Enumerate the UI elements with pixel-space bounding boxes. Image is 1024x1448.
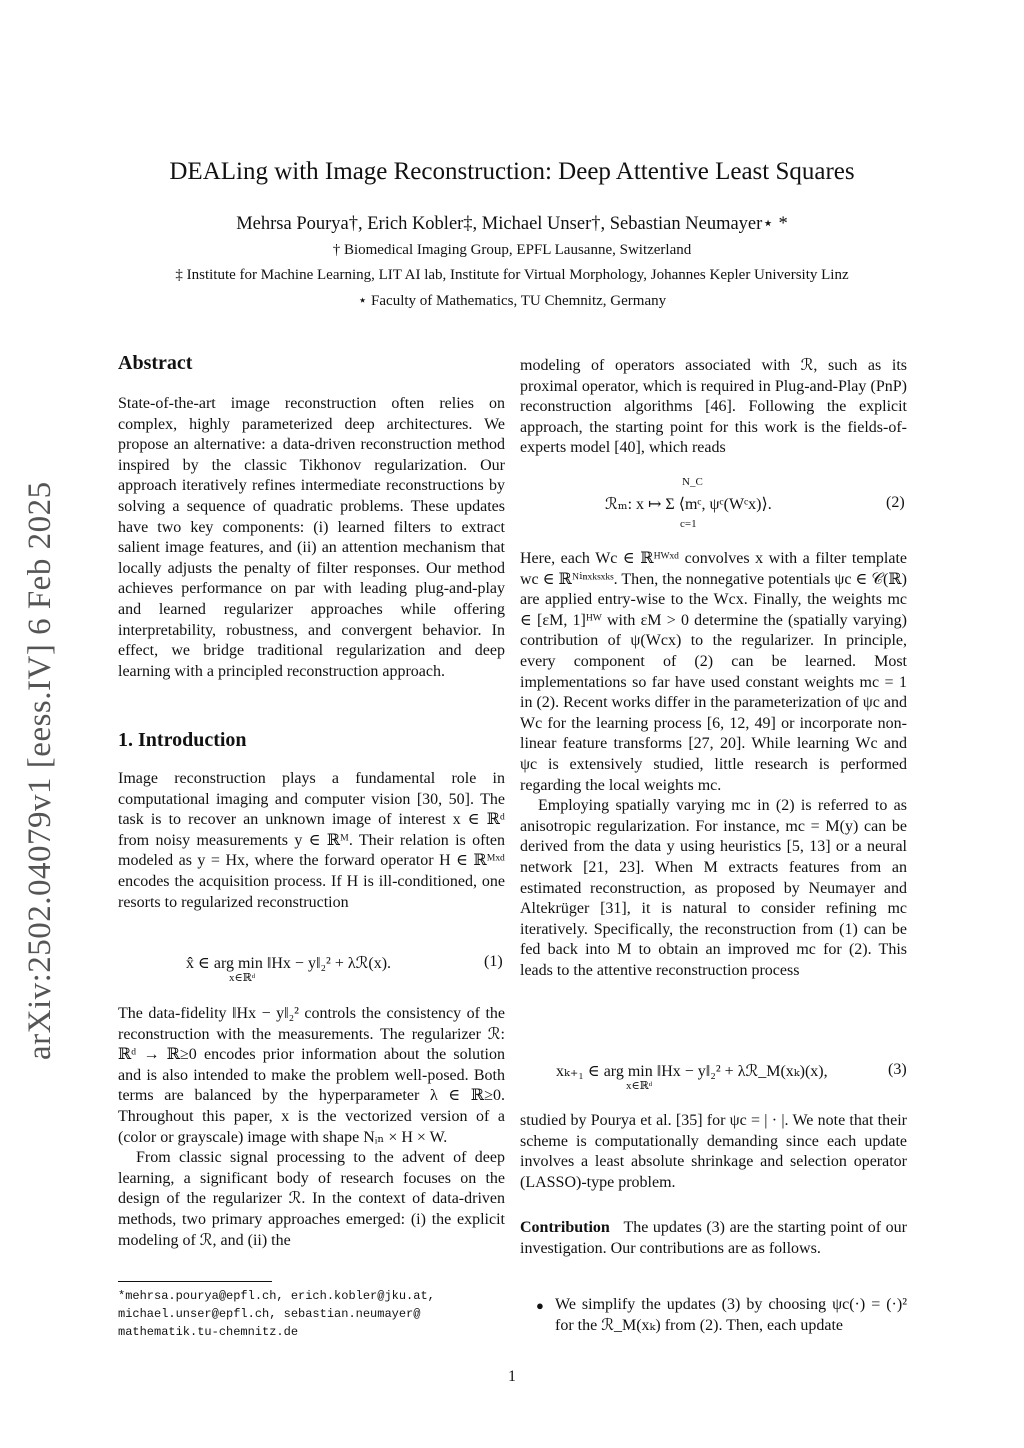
- arxiv-sidebar-stamp: arXiv:2502.04079v1 [eess.IV] 6 Feb 2025: [22, 481, 58, 1060]
- equation-2-sum-bottom: c=1: [680, 518, 697, 530]
- equation-1-body: x̂ ∈ arg min ‖Hx − y‖₂² + λℛ(x).: [186, 955, 392, 972]
- page-number: 1: [508, 1368, 516, 1385]
- right-p3-text: Employing spatially varying mc in (2) is referred to as anisotropic regularization. For instance, mc = M(y) can be derived from the data y using heuristics [5, 13] or a neural network [21, 23]. When M extracts features from an estimated reconstruction, as proposed by Neumayer and Altekrüger [31], it is natural to consider refining mc iteratively. Specifically, the reconstruction from (1) can be fed back into M to obtain an improved mc for (2). This leads to the attentive reconstruction process: [520, 797, 907, 979]
- contribution-label: Contribution: [520, 1219, 610, 1236]
- intro-paragraph-1: [118, 769, 505, 913]
- equation-2-sum-top: N_C: [682, 476, 703, 488]
- equation-2-body: ℛₘ: x ↦ Σ ⟨mᶜ, ψᶜ(Wᶜx)⟩.: [605, 496, 772, 513]
- affiliation-2: ‡ Institute for Machine Learning, LIT AI lab, Institute for Virtual Morphology, Johannes Kepler University Linz: [175, 267, 849, 283]
- equation-1: [186, 953, 391, 973]
- abstract-heading: Abstract: [118, 352, 193, 374]
- equation-2: [605, 494, 772, 514]
- equation-3: [556, 1061, 828, 1081]
- footnote-rule: [118, 1281, 272, 1282]
- right-paragraph-1: [520, 356, 907, 459]
- intro-p2-text: The data-fidelity ‖Hx − y‖₂² controls the consistency of the reconstruction with the measurements. The regularizer ℛ: ℝᵈ → ℝ≥0 encodes prior information about the solution and is also intended to make the problem well-posed. Both terms are balanced by the hyperparameter λ ∈ ℝ≥0. Throughout this paper, x is the vectorized version of a (color or grayscale) image with shape Nᵢₙ × H × W.: [118, 1005, 505, 1146]
- intro-p1-text: Image reconstruction plays a fundamental role in computational imaging and computer vision [30, 50]. The task is to recover an unknown image of interest x ∈ ℝᵈ from noisy measurements y ∈ ℝᴹ. Their relation is often modeled as y = Hx, where the forward operator H ∈ ℝᴹˣᵈ encodes the acquisition process. If H is ill-conditioned, one resorts to regularized reconstruction: [118, 770, 505, 911]
- abstract-text: State-of-the-art image reconstruction often relies on complex, highly parameterized deep architectures. We propose an alternative: a data-driven reconstruction method inspired by the classic Tikhonov regularization. Our approach iteratively refines intermediate reconstructions by solving a sequence of quadratic problems. These updates have two key components: (i) learned filters to extract salient image features, and (ii) an attention mechanism that locally adjusts the penalty of filter responses. Our method achieves performance on par with leading plug-and-play and learned regularizer approaches while offering interpretability, robustness, and convergent behavior. In effect, we bridge traditional regularization and deep learning with a principled reconstruction approach.: [118, 395, 505, 680]
- equation-1-subscript: x∈ℝᵈ: [229, 972, 256, 984]
- affiliation-1: † Biomedical Imaging Group, EPFL Lausanne, Switzerland: [332, 242, 692, 258]
- footnote: [118, 1287, 518, 1341]
- footnote-line-2: michael.unser@epfl.ch, sebastian.neumayer@: [118, 1307, 421, 1321]
- equation-2-number: (2): [886, 494, 905, 511]
- contribution-paragraph: [520, 1218, 907, 1259]
- section-introduction-heading: 1. Introduction: [118, 729, 247, 751]
- equation-3-body: xₖ₊₁ ∈ arg min ‖Hx − y‖₂² + λℛ_M(xₖ)(x),: [556, 1063, 828, 1080]
- equation-3-number: (3): [888, 1061, 907, 1078]
- right-p2-text: Here, each Wc ∈ ℝᴴᵂˣᵈ convolves x with a filter template wc ∈ ℝᴺⁱⁿˣᵏˢˣᵏˢ. Then, the nonnegative potentials ψc ∈ 𝒞(ℝ) are applied entry-wise to the Wcx. Finally, the weights mc ∈ [εM, 1]ᴴᵂ with εM > 0 determine the (spatially varying) contribution of ψ(Wcx) to the regularizer. In principle, every component of (2) can be learned. Most implementations so far have used constant weights mc = 1 in (2). Recent works differ in the parameterization of ψc and Wc for the learning process [6, 12, 49] or incorporate non-linear feature transforms [27, 20]. While learning Wc and ψc is extensively studied, little research is performed regarding the local weights mc.: [520, 550, 907, 794]
- equation-3-subscript: x∈ℝᵈ: [626, 1080, 653, 1092]
- contribution-bullet-1: [555, 1295, 907, 1336]
- right-p1-text: modeling of operators associated with ℛ, such as its proximal operator, which is required in Plug-and-Play (PnP) reconstruction algorithms [46]. Following the explicit approach, the starting point for this work is the fields-of-experts model [40], which reads: [520, 357, 907, 457]
- bullet-icon: ●: [536, 1298, 544, 1313]
- footnote-line-3: mathematik.tu-chemnitz.de: [118, 1325, 299, 1339]
- right-paragraph-4: [520, 1111, 907, 1193]
- footnote-line-1: *mehrsa.pourya@epfl.ch, erich.kobler@jku.at,: [118, 1289, 435, 1303]
- intro-paragraph-2: [118, 1004, 505, 1251]
- contribution-bullet-1-text: We simplify the updates (3) by choosing ψc(·) = (·)² for the ℛ_M(xₖ) from (2). Then, each update: [555, 1296, 907, 1334]
- affiliation-3: ⋆ Faculty of Mathematics, TU Chemnitz, Germany: [357, 293, 667, 309]
- right-paragraph-2: [520, 549, 907, 981]
- equation-1-number: (1): [484, 953, 503, 970]
- abstract-body: [118, 394, 505, 682]
- right-p4-text: studied by Pourya et al. [35] for ψc = | · |. We note that their scheme is computationally demanding since each update involves a least absolute shrinkage and selection operator (LASSO)-type problem.: [520, 1112, 907, 1191]
- contribution-text: The updates (3) are the starting point of our investigation. Our contributions are as follows.: [520, 1219, 907, 1257]
- paper-title: DEALing with Image Reconstruction: Deep Attentive Least Squares: [169, 158, 855, 185]
- author-list: Mehrsa Pourya†, Erich Kobler‡, Michael Unser†, Sebastian Neumayer⋆ *: [236, 214, 788, 234]
- intro-p3-text: From classic signal processing to the advent of deep learning, a significant body of research focuses on the design of the regularizer ℛ. In the context of data-driven methods, two primary approaches emerged: (i) the explicit modeling of ℛ, and (ii) the: [118, 1149, 505, 1249]
